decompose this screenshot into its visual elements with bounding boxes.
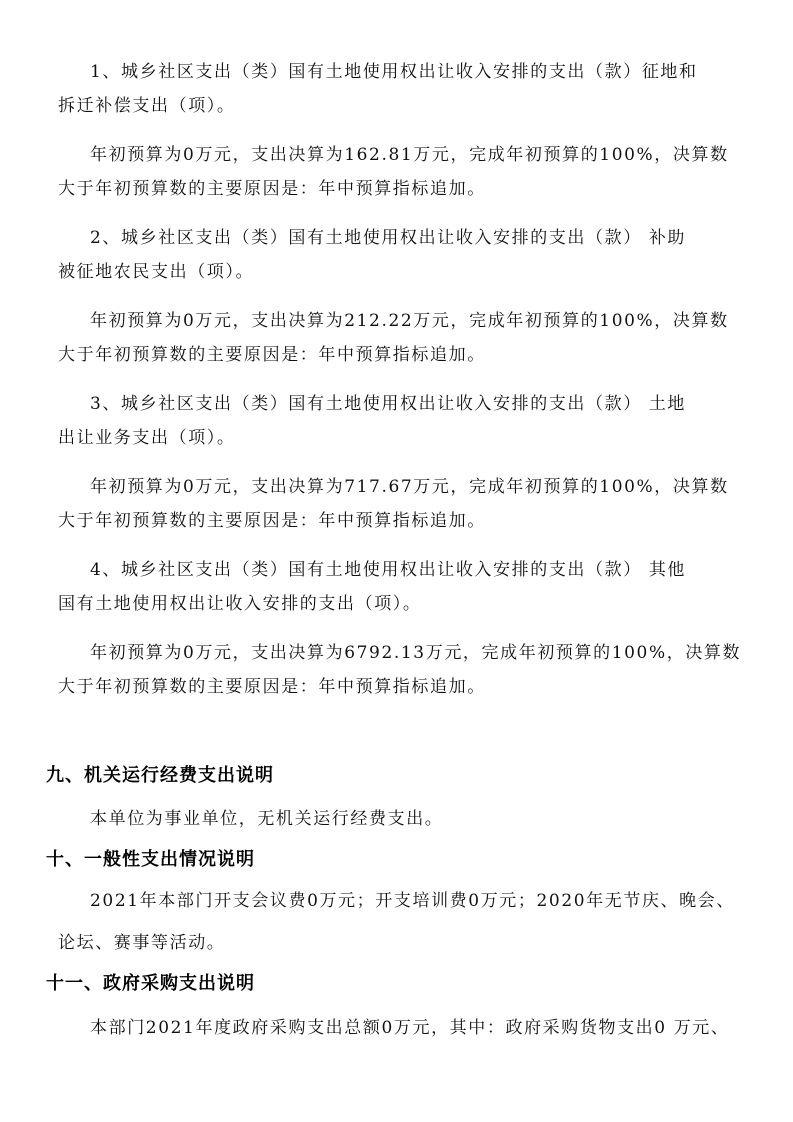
section-9-heading: 九、机关运行经费支出说明 <box>46 765 274 786</box>
item-1-title-line-1: 1、城乡社区支出（类）国有土地使用权出让收入安排的支出（款）征地和 <box>90 62 698 82</box>
item-4-desc-line-1: 年初预算为0万元，支出决算为6792.13万元，完成年初预算的100%，决算数 <box>90 643 742 663</box>
section-11-heading: 十一、政府采购支出说明 <box>46 973 255 994</box>
section-11-line-1: 本部门2021年度政府采购支出总额0万元，其中：政府采购货物支出0 万元、 <box>90 1018 730 1038</box>
item-4-desc-line-2: 大于年初预算数的主要原因是：年中预算指标追加。 <box>58 677 486 697</box>
item-4-title-line-1: 4、城乡社区支出（类）国有土地使用权出让收入安排的支出（款） 其他 <box>90 560 687 580</box>
section-10-line-1: 2021年本部门开支会议费0万元；开支培训费0万元；2020年无节庆、晚会、 <box>90 891 735 911</box>
section-10-heading: 十、一般性支出情况说明 <box>46 849 255 870</box>
item-3-desc-line-1: 年初预算为0万元，支出决算为717.67万元，完成年初预算的100%，决算数 <box>90 477 729 497</box>
item-2-desc-line-2: 大于年初预算数的主要原因是：年中预算指标追加。 <box>58 345 486 365</box>
section-10-line-2: 论坛、赛事等活动。 <box>58 933 226 953</box>
item-1-desc-line-2: 大于年初预算数的主要原因是：年中预算指标追加。 <box>58 179 486 199</box>
item-2-desc-line-1: 年初预算为0万元，支出决算为212.22万元，完成年初预算的100%，决算数 <box>90 311 729 331</box>
item-2-title-line-1: 2、城乡社区支出（类）国有土地使用权出让收入安排的支出（款） 补助 <box>90 228 687 248</box>
item-2-title-line-2: 被征地农民支出（项）。 <box>58 262 255 282</box>
item-1-title-line-2: 拆迁补偿支出（项）。 <box>58 96 236 116</box>
item-3-desc-line-2: 大于年初预算数的主要原因是：年中预算指标追加。 <box>58 511 486 531</box>
item-1-desc-line-1: 年初预算为0万元，支出决算为162.81万元，完成年初预算的100%，决算数 <box>90 145 729 165</box>
item-4-title-line-2: 国有土地使用权出让收入安排的支出（项）。 <box>58 594 422 614</box>
item-3-title-line-2: 出让业务支出（项）。 <box>58 428 236 448</box>
item-3-title-line-1: 3、城乡社区支出（类）国有土地使用权出让收入安排的支出（款） 土地 <box>90 394 687 414</box>
section-9-text: 本单位为事业单位，无机关运行经费支出。 <box>90 809 444 829</box>
